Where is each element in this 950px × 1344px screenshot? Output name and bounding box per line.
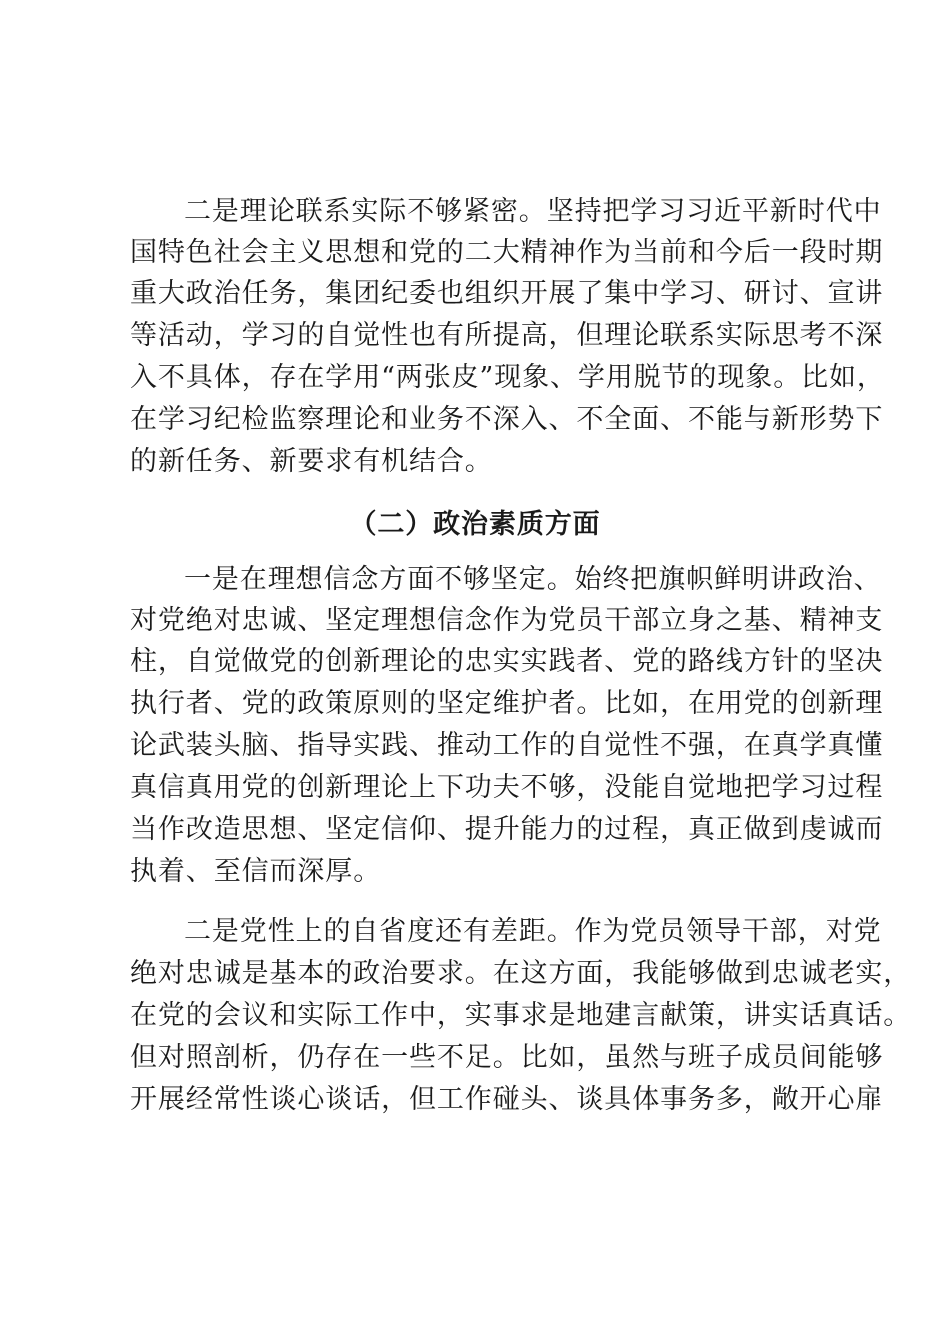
paragraph-2-line-6: 真信真用党的创新理论上下功夫不够，没能自觉地把学习过程 [130,772,884,803]
paragraph-1-line-7: 的新任务、新要求有机结合。 [130,446,493,477]
paragraph-2-line-2: 对党绝对忠诚、坚定理想信念作为党员干部立身之基、精神支 [130,605,884,636]
paragraph-1-line-3: 重大政治任务，集团纪委也组织开展了集中学习、研讨、宣讲 [130,278,884,309]
paragraph-2-line-4: 执行者、党的政策原则的坚定维护者。比如，在用党的创新理 [130,688,884,719]
paragraph-3-line-4: 但对照剖析，仍存在一些不足。比如，虽然与班子成员间能够 [130,1042,884,1073]
paragraph-2-line-8: 执着、至信而深厚。 [130,856,382,887]
paragraph-3-line-3: 在党的会议和实际工作中，实事求是地建言献策，讲实话真话。 [130,1000,912,1031]
paragraph-2-line-1: 一是在理想信念方面不够坚定。始终把旗帜鲜明讲政治、 [184,564,882,595]
paragraph-1-line-2: 国特色社会主义思想和党的二大精神作为当前和今后一段时期 [130,237,884,268]
paragraph-1-line-1: 二是理论联系实际不够紧密。坚持把学习习近平新时代中 [184,196,882,227]
paragraph-1-line-6: 在学习纪检监察理论和业务不深入、不全面、不能与新形势下 [130,404,884,435]
paragraph-3-line-1: 二是党性上的自省度还有差距。作为党员领导干部，对党 [184,916,882,947]
paragraph-2-line-7: 当作改造思想、坚定信仰、提升能力的过程，真正做到虔诚而 [130,814,884,845]
paragraph-2-line-5: 论武装头脑、指导实践、推动工作的自觉性不强，在真学真懂 [130,730,884,761]
section-heading: （二）政治素质方面 [349,509,601,540]
paragraph-2-line-3: 柱，自觉做党的创新理论的忠实实践者、党的路线方针的坚决 [130,646,884,677]
paragraph-3-line-2: 绝对忠诚是基本的政治要求。在这方面，我能够做到忠诚老实， [130,958,912,989]
paragraph-3-line-5: 开展经常性谈心谈话，但工作碰头、谈具体事务多，敞开心扉 [130,1084,884,1115]
paragraph-1-line-4: 等活动，学习的自觉性也有所提高，但理论联系实际思考不深 [130,320,884,351]
paragraph-1-line-5: 入不具体，存在学用“两张皮”现象、学用脱节的现象。比如， [130,362,885,393]
